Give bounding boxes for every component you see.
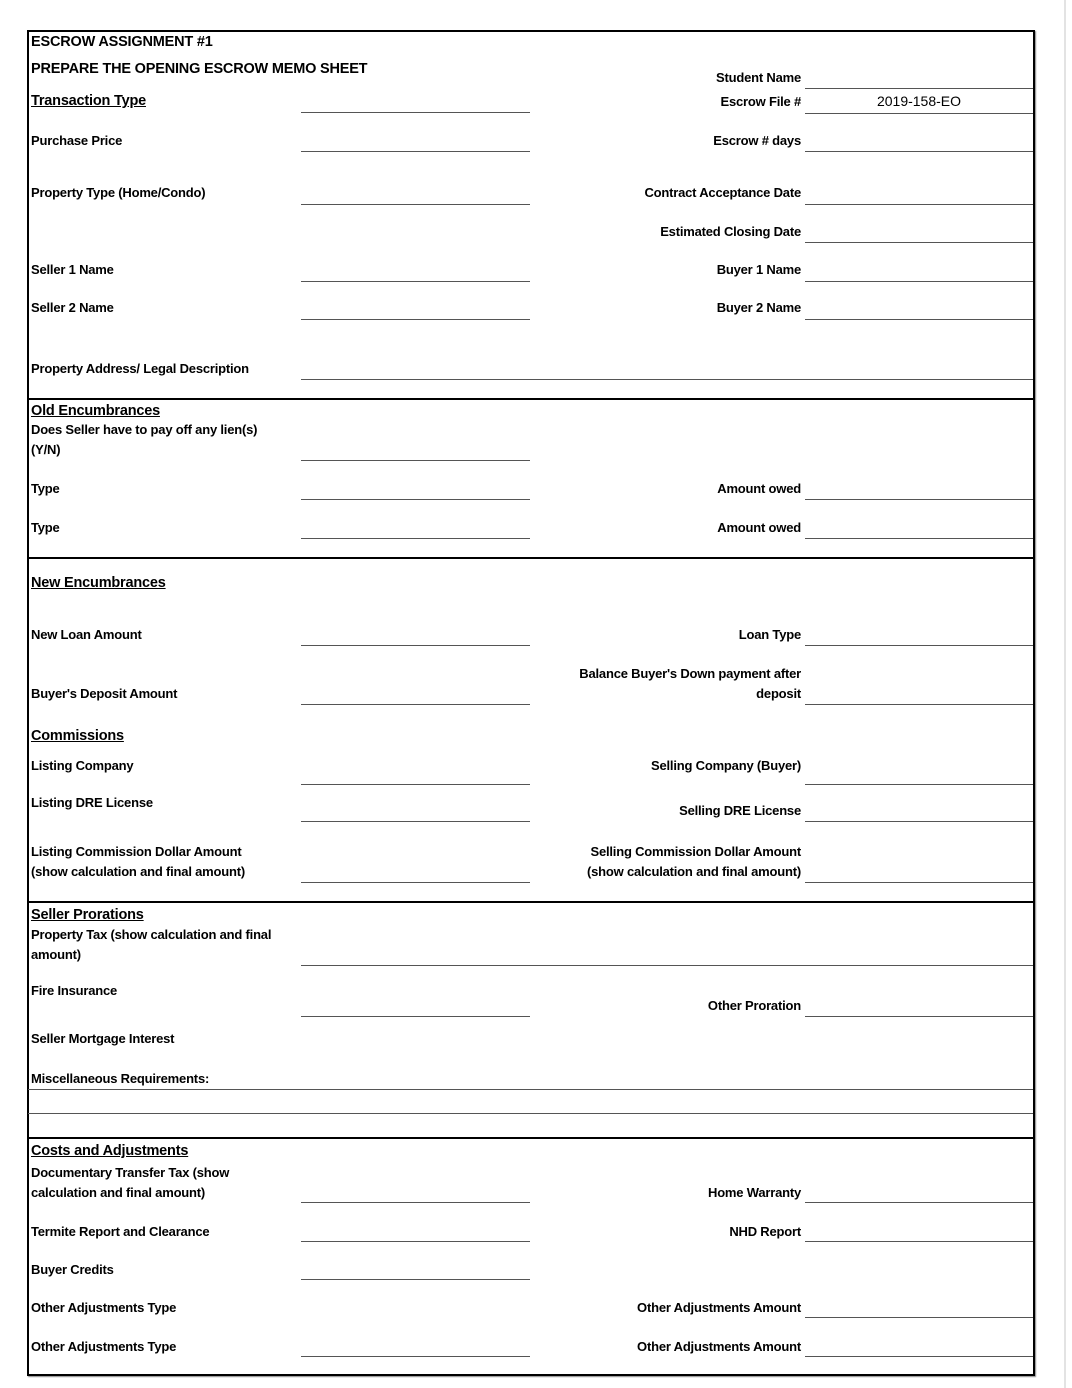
buyer2-label: Buyer 2 Name — [716, 300, 801, 315]
home-warranty-label: Home Warranty — [708, 1185, 801, 1200]
selling-commission-field[interactable] — [805, 882, 1033, 883]
property-tax-field[interactable] — [301, 965, 1033, 966]
other-proration-field[interactable] — [805, 1016, 1033, 1017]
buyer-credits-field[interactable] — [301, 1279, 530, 1280]
other-adjustments-type-label-1: Other Adjustments Type — [31, 1300, 177, 1315]
nhd-report-label: NHD Report — [729, 1224, 801, 1239]
other-adjustments-type-field-2[interactable] — [301, 1356, 530, 1357]
property-tax-line1: Property Tax (show calculation and final — [31, 927, 272, 942]
amount-owed-field-1[interactable] — [805, 499, 1033, 500]
home-warranty-field[interactable] — [805, 1202, 1033, 1203]
listing-commission-line1: Listing Commission Dollar Amount — [31, 844, 242, 859]
assignment-title: ESCROW ASSIGNMENT #1 — [31, 34, 213, 50]
lien-type-label-2: Type — [31, 520, 60, 535]
escrow-days-field[interactable] — [805, 151, 1033, 152]
seller2-label: Seller 2 Name — [31, 300, 114, 315]
selling-dre-field[interactable] — [805, 821, 1033, 822]
nhd-report-field[interactable] — [805, 1241, 1033, 1242]
listing-company-field[interactable] — [301, 784, 530, 785]
lien-type-field-2[interactable] — [301, 538, 530, 539]
estimated-closing-label: Estimated Closing Date — [660, 224, 801, 239]
selling-company-field[interactable] — [805, 784, 1033, 785]
transfer-tax-line2: calculation and final amount) — [31, 1185, 206, 1200]
lien-question-line2: (Y/N) — [31, 442, 61, 457]
seller-prorations-heading: Seller Prorations — [31, 907, 144, 923]
buyer2-field[interactable] — [805, 319, 1033, 320]
section-divider — [27, 398, 1033, 400]
mortgage-interest-label: Seller Mortgage Interest — [31, 1031, 175, 1046]
lien-type-label-1: Type — [31, 481, 60, 496]
property-tax-line2: amount) — [31, 947, 81, 962]
listing-dre-field[interactable] — [301, 821, 530, 822]
selling-dre-label: Selling DRE License — [679, 803, 801, 818]
amount-owed-field-2[interactable] — [805, 538, 1033, 539]
seller2-field[interactable] — [301, 319, 530, 320]
fire-insurance-label: Fire Insurance — [31, 983, 118, 998]
property-address-label: Property Address/ Legal Description — [31, 361, 249, 376]
selling-company-label: Selling Company (Buyer) — [651, 758, 801, 773]
other-adjustments-amount-label-2: Other Adjustments Amount — [637, 1339, 801, 1354]
selling-commission-line2: (show calculation and final amount) — [586, 864, 801, 879]
misc-requirements-field-1[interactable] — [28, 1089, 1033, 1090]
buyers-deposit-label: Buyer's Deposit Amount — [31, 686, 178, 701]
transfer-tax-line1: Documentary Transfer Tax (show — [31, 1165, 230, 1180]
balance-down-payment-line1: Balance Buyer's Down payment after — [579, 666, 801, 681]
amount-owed-label-2: Amount owed — [717, 520, 801, 535]
other-adjustments-type-label-2: Other Adjustments Type — [31, 1339, 177, 1354]
buyer-credits-label: Buyer Credits — [31, 1262, 114, 1277]
listing-commission-field[interactable] — [301, 882, 530, 883]
other-adjustments-amount-field-1[interactable] — [805, 1317, 1033, 1318]
escrow-file-label: Escrow File # — [720, 94, 801, 109]
other-adjustments-amount-field-2[interactable] — [805, 1356, 1033, 1357]
student-name-label: Student Name — [715, 70, 801, 85]
buyer1-field[interactable] — [805, 281, 1033, 282]
contract-acceptance-label: Contract Acceptance Date — [644, 185, 801, 200]
listing-company-label: Listing Company — [31, 758, 134, 773]
seller1-label: Seller 1 Name — [31, 262, 114, 277]
listing-commission-line2: (show calculation and final amount) — [31, 864, 246, 879]
termite-field[interactable] — [301, 1241, 530, 1242]
buyers-deposit-field[interactable] — [301, 704, 530, 705]
purchase-price-field[interactable] — [301, 151, 530, 152]
misc-requirements-field-2[interactable] — [28, 1113, 1033, 1114]
escrow-file-field[interactable] — [805, 113, 1033, 114]
student-name-field[interactable] — [805, 88, 1033, 89]
loan-type-field[interactable] — [805, 645, 1033, 646]
property-type-label: Property Type (Home/Condo) — [31, 185, 206, 200]
new-encumbrances-heading: New Encumbrances — [31, 575, 166, 591]
sheet-title: PREPARE THE OPENING ESCROW MEMO SHEET — [31, 61, 368, 77]
balance-down-payment-field[interactable] — [805, 704, 1033, 705]
balance-down-payment-line2: deposit — [756, 686, 801, 701]
estimated-closing-field[interactable] — [805, 242, 1033, 243]
lien-answer-field[interactable] — [301, 460, 530, 461]
section-divider — [27, 1137, 1033, 1139]
other-proration-label: Other Proration — [707, 998, 801, 1013]
seller1-field[interactable] — [301, 281, 530, 282]
loan-type-label: Loan Type — [738, 627, 801, 642]
scrollbar[interactable] — [1064, 0, 1066, 1388]
escrow-file-value[interactable]: 2019-158-EO — [876, 93, 962, 109]
escrow-days-label: Escrow # days — [713, 133, 801, 148]
misc-requirements-label: Miscellaneous Requirements: — [31, 1071, 210, 1086]
old-encumbrances-heading: Old Encumbrances — [31, 403, 160, 419]
property-type-field[interactable] — [301, 204, 530, 205]
transaction-type-field[interactable] — [301, 112, 530, 113]
lien-type-field-1[interactable] — [301, 499, 530, 500]
commissions-heading: Commissions — [31, 728, 124, 744]
transaction-type-heading: Transaction Type — [31, 93, 146, 109]
other-adjustments-amount-label-1: Other Adjustments Amount — [637, 1300, 801, 1315]
section-divider — [27, 901, 1033, 903]
selling-commission-line1: Selling Commission Dollar Amount — [590, 844, 801, 859]
fire-insurance-field[interactable] — [301, 1016, 530, 1017]
listing-dre-label: Listing DRE License — [31, 795, 153, 810]
contract-acceptance-field[interactable] — [805, 204, 1033, 205]
purchase-price-label: Purchase Price — [31, 133, 123, 148]
costs-adjustments-heading: Costs and Adjustments — [31, 1143, 189, 1159]
amount-owed-label-1: Amount owed — [717, 481, 801, 496]
property-address-field[interactable] — [301, 379, 1033, 380]
transfer-tax-field[interactable] — [301, 1202, 530, 1203]
termite-label: Termite Report and Clearance — [31, 1224, 210, 1239]
buyer1-label: Buyer 1 Name — [716, 262, 801, 277]
new-loan-amount-label: New Loan Amount — [31, 627, 142, 642]
lien-question-line1: Does Seller have to pay off any lien(s) — [31, 422, 258, 437]
section-divider — [27, 557, 1033, 559]
new-loan-amount-field[interactable] — [301, 645, 530, 646]
